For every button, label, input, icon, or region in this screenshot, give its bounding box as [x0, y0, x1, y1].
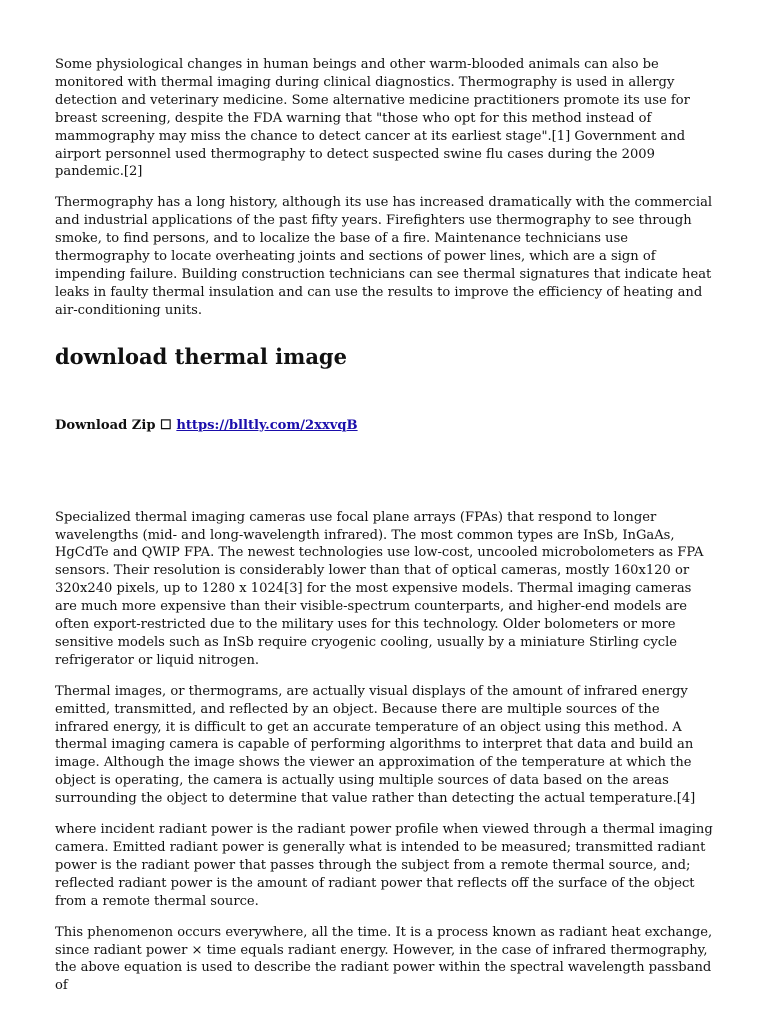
paragraph-focal-plane-arrays: Specialized thermal imaging cameras use focal plane arrays (FPAs) that respond to longer wavelengths (mid- and long-wavelength infrared). The most common types are InSb, InGaAs, HgCdTe and QWIP FPA. The newest technologies use low-cost, uncooled microbolometers as FPA sensors. Their resolution is considerably lower than that of optical cameras, mostly 160x120 or 320x240 pixels, up to 1280 x 1024[3] for the most expensive models. Thermal imaging cameras are much more expensive than their visible-spectrum counterparts, and higher-end models are often export-restricted due to the military uses for this technology. Older bolometers or more sensitive models such as InSb require cryogenic cooling, usually by a miniature Stirling cycle refrigerator or liquid nitrogen.	[55, 509, 704, 668]
download-line	[55, 417, 717, 435]
download-link[interactable]: https://blltly.com/2xxvqB	[176, 417, 358, 433]
paragraph-radiant-heat-exchange: This phenomenon occurs everywhere, all the time. It is a process known as radiant heat exchange, since radiant power × time equals radiant energy. However, in the case of infrared thermography, the above equation is used to describe the radiant power within the spectral wavelength passband of	[55, 924, 713, 994]
spacer	[55, 435, 717, 509]
paragraph-radiant-power: where incident radiant power is the radiant power profile when viewed through a thermal imaging camera. Emitted radiant power is generally what is intended to be measured; transmitted radiant power is the radiant power that passes through the subject from a remote thermal source, and; reflected radiant power is the amount of radiant power that reflects off the surface of the object from a remote thermal source.	[55, 822, 713, 909]
box-glyph-icon: ☐	[160, 417, 172, 433]
paragraph-clinical-thermography: Some physiological changes in human beings and other warm-blooded animals can also be monitored with thermal imaging during clinical diagnostics. Thermography is used in allergy detection and veterinary medicine. Some alternative medicine practitioners promote its use for breast screening, despite the FDA warning that "those who opt for this method instead of mammography may miss the chance to detect cancer at its earliest stage".[1] Government and airport personnel used thermography to detect suspected swine flu cases during the 2009 pandemic.[2]	[55, 57, 690, 180]
section-heading: download thermal image	[55, 343, 347, 369]
download-label: Download Zip	[55, 417, 156, 433]
article-body	[55, 56, 717, 1008]
paragraph-thermograms: Thermal images, or thermograms, are actually visual displays of the amount of infrared energy emitted, transmitted, and reflected by an object. Because there are multiple sources of the infrared energy, it is difficult to get an accurate temperature of an object using this method. A thermal imaging camera is capable of performing algorithms to interpret that data and build an image. Although the image shows the viewer an approximation of the temperature at which the object is operating, the camera is actually using multiple sources of data based on the areas surrounding the object to determine that value rather than detecting the actual temperature.[4]	[55, 683, 696, 807]
paragraph-thermography-history: Thermography has a long history, although its use has increased dramatically with the commercial and industrial applications of the past fifty years. Firefighters use thermography to see through smoke, to find persons, and to localize the base of a fire. Maintenance technicians use thermography to locate overheating joints and sections of power lines, which are a sign of impending failure. Building construction technicians can see thermal signatures that indicate heat leaks in faulty thermal insulation and can use the results to improve the efficiency of heating and air-conditioning units.	[55, 195, 713, 318]
